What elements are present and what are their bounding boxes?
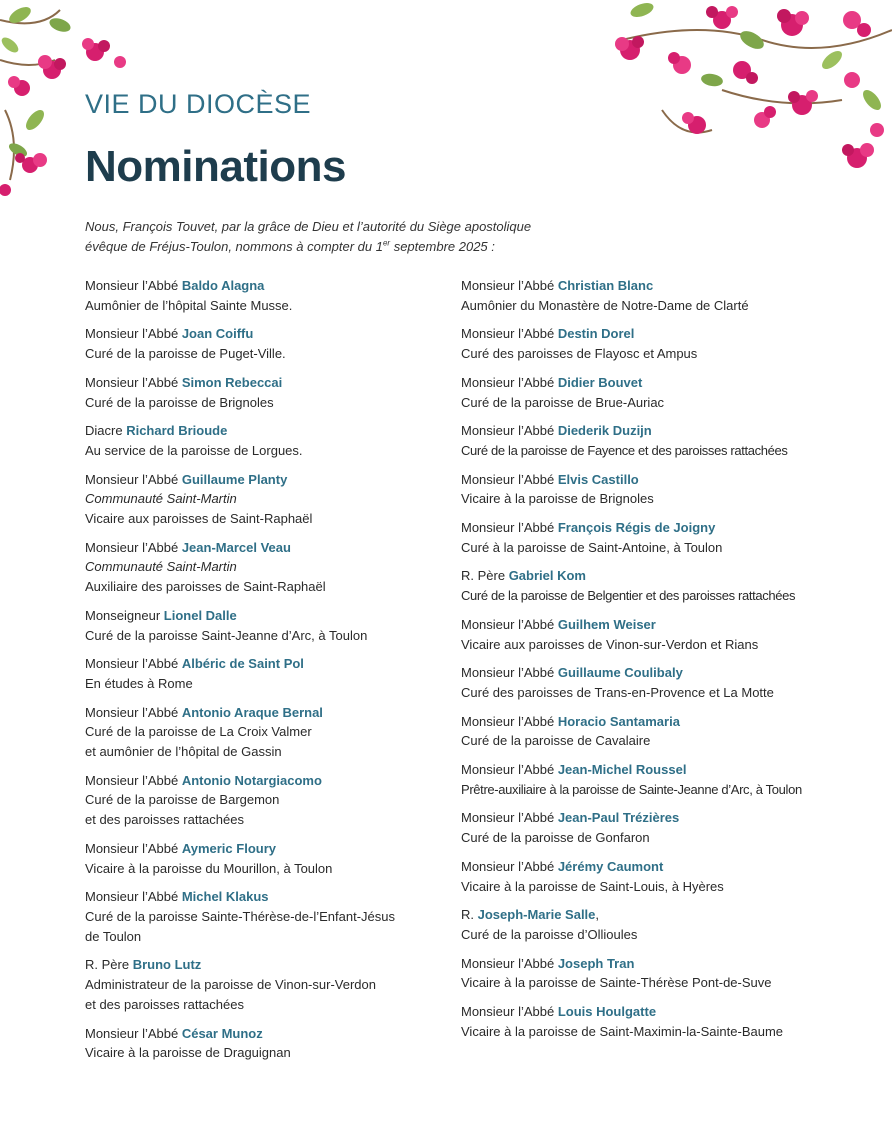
nomination-entry [461, 276, 871, 315]
nomination-entry [85, 606, 445, 645]
nomination-entry [461, 905, 871, 944]
nomination-entry [85, 1024, 445, 1063]
nomination-entry [461, 373, 871, 412]
nominee-name: Simon Rebeccai [181, 374, 283, 390]
nominee-title: Monsieur l’Abbé [85, 772, 182, 788]
nominee-role: Aumônier de l’hôpital Sainte Musse. [85, 297, 293, 313]
page-title: Nominations [85, 142, 346, 191]
nominee-title: Monsieur l’Abbé [85, 840, 182, 856]
intro-ordinal-suffix: er [382, 238, 391, 248]
nominee-name: Joseph Tran [557, 955, 635, 971]
nominee-name: Didier Bouvet [557, 374, 643, 390]
nominee-role: Curé de la paroisse Sainte-Thérèse-de-l’Enfant-Jésus [85, 908, 395, 924]
nominee-title: Monsieur l’Abbé [461, 520, 558, 536]
nomination-entry [85, 955, 445, 1014]
nominee-title: Monsieur l’Abbé [461, 713, 558, 729]
nomination-entry [85, 421, 445, 460]
nominations-left-column [85, 276, 445, 1063]
nomination-entry [461, 1002, 871, 1041]
nominee-title: Monsieur l’Abbé [461, 326, 558, 342]
nominee-role: Vicaire à la paroisse de Brignoles [461, 491, 654, 507]
nominee-title: Monsieur l’Abbé [461, 858, 558, 874]
nominee-name: Bruno Lutz [132, 957, 202, 973]
nominee-role: Curé de la paroisse d’Ollioules [461, 926, 638, 942]
nomination-entry [461, 324, 871, 363]
intro-paragraph [85, 217, 565, 257]
nominee-name: César Munoz [181, 1025, 263, 1041]
nomination-entry [85, 887, 445, 946]
nominee-name: Christian Blanc [557, 278, 654, 293]
nominee-name: Antonio Araque Bernal [181, 704, 323, 720]
nominee-name: Diederik Duzijn [557, 423, 652, 439]
nominee-title: Monsieur l’Abbé [461, 762, 558, 778]
bougainvillea-right-decoration [602, 0, 892, 180]
nominee-name: Jean-Michel Roussel [557, 762, 687, 778]
nominee-role: et aumônier de l’hôpital de Gassin [85, 744, 282, 760]
nominee-role: Curé de la paroisse de Brue-Auriac [461, 394, 665, 410]
intro-line-2-start: évêque de Fréjus-Toulon, nommons à compter du 1 [85, 239, 383, 254]
nomination-entry [461, 615, 871, 654]
nomination-entry [85, 771, 445, 830]
nominee-name: Destin Dorel [557, 326, 635, 342]
nominee-name: Richard Brioude [126, 423, 228, 439]
nominee-role: Curé de la paroisse de Cavalaire [461, 733, 651, 749]
nominee-role: Administrateur de la paroisse de Vinon-sur-Verdon [85, 977, 376, 993]
nominee-role: En études à Rome [85, 675, 193, 691]
nomination-entry [85, 470, 445, 529]
nominee-role: Au service de la paroisse de Lorgues. [85, 442, 303, 458]
intro-line-2-end: septembre 2025 : [390, 239, 495, 254]
nominee-title: Monsieur l’Abbé [461, 374, 558, 390]
nomination-entry [461, 808, 871, 847]
nominee-role: Curé des paroisses de Flayosc et Ampus [461, 346, 698, 362]
nomination-entry [85, 276, 445, 315]
nominee-title: Monsieur l’Abbé [461, 423, 558, 439]
nominee-name: Joan Coiffu [181, 326, 254, 342]
section-label: VIE DU DIOCÈSE [85, 89, 312, 119]
nominee-name: Gabriel Kom [508, 568, 586, 584]
intro-line-1: Nous, François Touvet, par la grâce de Dieu et l’autorité du Siège apostolique [85, 219, 532, 234]
nominee-name: Jean-Marcel Veau [181, 539, 291, 555]
nominee-title: Monsieur l’Abbé [461, 278, 558, 293]
nomination-entry [461, 518, 871, 557]
nomination-entry [85, 538, 445, 597]
nominee-role: Prêtre-auxiliaire à la paroisse de Sainte-Jeanne d’Arc, à Toulon [461, 781, 802, 797]
nomination-entry [85, 703, 445, 762]
nominations-right-column [461, 276, 871, 1042]
nominee-name: Guillaume Coulibaly [557, 665, 683, 681]
nominee-name: Aymeric Floury [181, 840, 276, 856]
nomination-entry [461, 470, 871, 509]
nominee-name: Louis Houlgatte [557, 1004, 657, 1020]
nominee-role: Vicaire à la paroisse de Sainte-Thérèse Pont-de-Suve [461, 975, 772, 991]
nominee-role: Vicaire à la paroisse du Mourillon, à Toulon [85, 860, 333, 876]
nominee-role: Vicaire à la paroisse de Draguignan [85, 1045, 291, 1061]
nominee-title: Monsieur l’Abbé [461, 471, 558, 487]
nominee-name: Baldo Alagna [181, 278, 265, 293]
nominee-title: Monsieur l’Abbé [85, 374, 182, 390]
nomination-entry [85, 373, 445, 412]
nominee-community: Communauté Saint-Martin [85, 491, 237, 507]
nominee-role: Curé de la paroisse de Bargemon [85, 792, 280, 808]
nominee-name-suffix: , [595, 907, 600, 923]
nominee-role: Curé de la paroisse Saint-Jeanne d’Arc, à Toulon [85, 627, 368, 643]
nominee-title: Diacre [85, 423, 127, 439]
nominee-name: Albéric de Saint Pol [181, 656, 304, 672]
nominee-title: Monsieur l’Abbé [85, 889, 182, 905]
nominee-title: Monsieur l’Abbé [461, 616, 558, 632]
nominee-title: R. [461, 907, 478, 923]
nominee-name: Jean-Paul Trézières [557, 810, 680, 826]
nominee-name: Joseph-Marie Salle [477, 907, 596, 923]
nominee-title: Monsieur l’Abbé [85, 704, 182, 720]
nominee-role: et des paroisses rattachées [85, 812, 244, 828]
nomination-entry [461, 566, 871, 605]
nomination-entry [85, 654, 445, 693]
nominee-name: François Régis de Joigny [557, 520, 716, 536]
nominee-role: Curé de la paroisse de Brignoles [85, 394, 274, 410]
nominee-role: Vicaire aux paroisses de Saint-Raphaël [85, 511, 313, 527]
nominee-title: Monsieur l’Abbé [85, 1025, 182, 1041]
nominee-title: Monsieur l’Abbé [461, 810, 558, 826]
nominee-title: Monsieur l’Abbé [85, 656, 182, 672]
nominee-name: Horacio Santamaria [557, 713, 680, 729]
nominee-title: Monsieur l’Abbé [85, 539, 182, 555]
nominee-role: Curé à la paroisse de Saint-Antoine, à Toulon [461, 539, 723, 555]
nominee-name: Elvis Castillo [557, 471, 639, 487]
nomination-entry [461, 663, 871, 702]
nominee-role: Vicaire à la paroisse de Saint-Maximin-la-Sainte-Baume [461, 1023, 784, 1039]
nominee-title: Monsieur l’Abbé [461, 955, 558, 971]
nominee-title: R. Père [461, 568, 509, 584]
nomination-entry [461, 421, 871, 460]
nominee-title: R. Père [85, 957, 133, 973]
nominee-role: Curé de la paroisse de Puget-Ville. [85, 346, 286, 362]
nominee-role: Vicaire aux paroisses de Vinon-sur-Verdon et Rians [461, 636, 759, 652]
nomination-entry [461, 760, 871, 799]
nominee-role: Curé de la paroisse de Fayence et des paroisses rattachées [461, 442, 788, 458]
nominee-role: Aumônier du Monastère de Notre-Dame de Clarté [461, 297, 749, 313]
nominee-title: Monsieur l’Abbé [461, 1004, 558, 1020]
nominee-name: Guillaume Planty [181, 471, 288, 487]
nominee-role: Auxiliaire des paroisses de Saint-Raphaël [85, 579, 326, 595]
nominee-title: Monsieur l’Abbé [85, 326, 182, 342]
nominee-name: Lionel Dalle [163, 607, 237, 623]
nominee-title: Monsieur l’Abbé [85, 278, 182, 293]
nominee-role: Curé de la paroisse de La Croix Valmer [85, 724, 312, 740]
nomination-entry [85, 839, 445, 878]
nominee-role: Curé des paroisses de Trans-en-Provence et La Motte [461, 684, 774, 700]
nominee-role: de Toulon [85, 928, 142, 944]
nominee-role: Vicaire à la paroisse de Saint-Louis, à Hyères [461, 878, 724, 894]
nomination-entry [461, 954, 871, 993]
nominee-name: Guilhem Weiser [557, 616, 656, 632]
nominee-role: Curé de la paroisse de Gonfaron [461, 830, 650, 846]
nominee-community: Communauté Saint-Martin [85, 559, 237, 575]
nominee-name: Antonio Notargiacomo [181, 772, 322, 788]
nominee-name: Jérémy Caumont [557, 858, 664, 874]
nominee-title: Monsieur l’Abbé [461, 665, 558, 681]
nominee-title: Monseigneur [85, 607, 164, 623]
nominee-title: Monsieur l’Abbé [85, 471, 182, 487]
nominee-name: Michel Klakus [181, 889, 269, 905]
nominee-role: Curé de la paroisse de Belgentier et des paroisses rattachées [461, 588, 796, 604]
nomination-entry [461, 857, 871, 896]
nominee-role: et des paroisses rattachées [85, 996, 244, 1012]
nomination-entry [461, 712, 871, 751]
nomination-entry [85, 324, 445, 363]
